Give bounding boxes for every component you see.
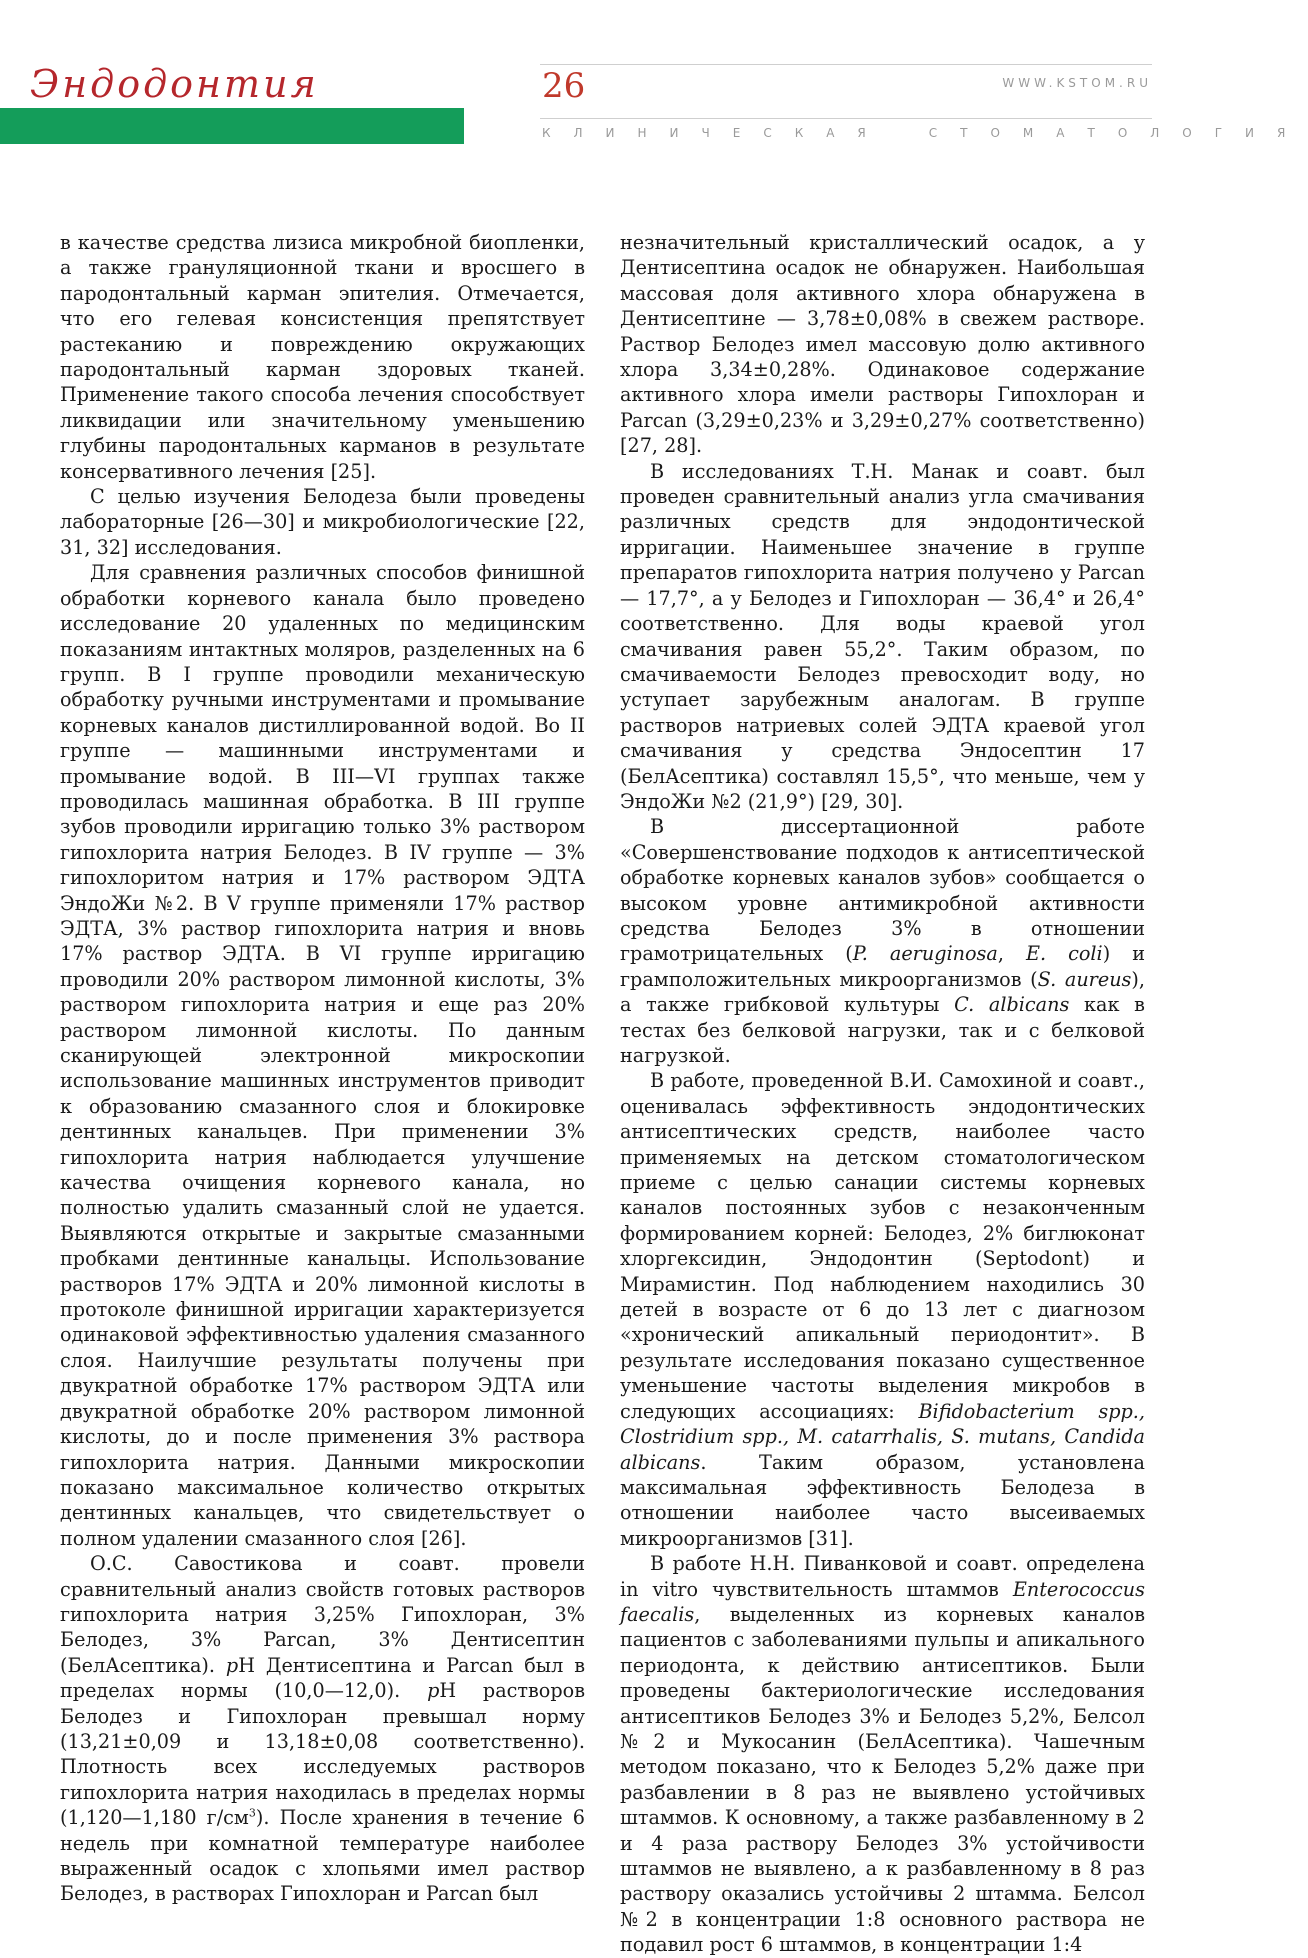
journal-name-word-1: КЛИНИЧЕСКАЯ xyxy=(542,126,889,140)
text-run: Н растворов Белодез и Гипохлоран превышал норму (13,21±0,09 и 13,18±0,08 соответственно). Плотность всех исследуемых растворов гипохлорита натрия находилась в пределах нормы (1,120—1,180 г/см xyxy=(60,1679,585,1830)
journal-name xyxy=(542,126,1308,140)
page-number: 26 xyxy=(542,66,586,106)
text-run: , выделенных из корневых каналов пациентов с заболеваниями пульпы и апикального периодонта, к действию антисептиков. Были проведены бактериологические исследования антисептиков Белодез 3% и Белодез 5,2%, Белсол №2 и Мукосанин (БелАсептика). Чашечным методом показано, что к Белодез 5,2% даже при разбавлении в 8 раз не выявлено устойчивых штаммов. К основному, а также разбавленному в 2 и 4 раза раствору Белодез 3% устойчивости штаммов не выявлено, а к разбавленному в 8 раз раствору оказались устойчивы 2 штамма. Белсол №2 в концентрации 1:8 основного раствора не подавил рост 6 штаммов, в концентрации 1:4 xyxy=(620,1602,1145,1957)
species-name: P. aeruginosa xyxy=(852,942,998,966)
italic-p: p xyxy=(427,1679,440,1703)
species-name: C. albicans xyxy=(954,993,1070,1017)
text-run: В диссертационной работе «Совершенствование подходов к антисептической обработке корневых каналов зубов» сообщается о высоком уровне антимикробной активности средства Белодез 3% в отношении грамотрицательных ( xyxy=(620,815,1145,966)
right-column xyxy=(620,230,1145,1958)
paragraph: Для сравнения различных способов финишной обработки корневого канала было проведено исследование 20 удаленных по медицинским показаниям интактных моляров, разделенных на 6 групп. В I группе проводили механическую обработку ручными инструментами и промывание корневых каналов дистиллированной водой. Во II группе — машинными инструментами и промывание водой. В III—VI группах также проводилась машинная обработка. В III группе зубов проводили ирригацию только 3% раствором гипохлорита натрия Белодез. В IV группе — 3% гипохлоритом натрия и 17% раствором ЭДТА ЭндоЖи №2. В V группе применяли 17% раствор ЭДТА, 3% раствор гипохлорита натрия и вновь 17% раствор ЭДТА. В VI группе ирригацию проводили 20% раствором лимонной кислоты, 3% раствором гипохлорита натрия и еще раз 20% раствором лимонной кислоты. По данным сканирующей электронной микроскопии использование машинных инструментов приводит к образованию смазанного слоя и блокировке дентинных канальцев. При применении 3% гипохлорита натрия наблюдается улучшение качества очищения корневого канала, но полностью удалить смазанный слой не удается. Выявляются открытые и закрытые смазанными пробками дентинные канальцы. Использование растворов 17% ЭДТА и 20% лимонной кислоты в протоколе финишной ирригации характеризуется одинаковой эффективностью удаления смазанного слоя. Наилучшие результаты получены при двукратной обработке 17% раствором ЭДТА или двукратной обработке 20% раствором лимонной кислоты, до и после применения 3% раствора гипохлорита натрия. Данными микроскопии показано максимальное количество открытых дентинных канальцев, что свидетельствует о полном удалении смазанного слоя [26]. xyxy=(60,561,585,1550)
text-run: как в тестах без белковой нагрузки, так и с белковой нагрузкой. xyxy=(620,993,1145,1067)
paragraph: незначительный кристаллический осадок, а у Дентисептина осадок не обнаружен. Наибольшая массовая доля активного хлора обнаружена в Дентисептине — 3,78±0,08% в свежем растворе. Раствор Белодез имел массовую долю активного хлора 3,34±0,28%. Одинаковое содержание активного хлора имели растворы Гипохлоран и Parcan (3,29±0,23% и 3,29±0,27% соответственно) [27, 28]. xyxy=(620,231,1145,458)
text-run: Н Дентисептина и Parcan был в пределах нормы (10,0—12,0). xyxy=(60,1653,585,1703)
journal-name-word-2: СТОМАТОЛОГИЯ xyxy=(928,126,1308,140)
text-run: О.С. Савостикова и соавт. провели сравнительный анализ свойств готовых растворов гипохлорита натрия 3,25% Гипохлоран, 3% Белодез, 3% Parcan, 3% Дентисептин (БелАсептика). xyxy=(60,1552,585,1677)
website-url: WWW.KSTOM.RU xyxy=(1002,76,1152,90)
paragraph xyxy=(620,814,1145,1068)
italic-p: p xyxy=(225,1653,239,1677)
paragraph: С целью изучения Белодеза были проведены лабораторные [26—30] и микробиологические [22, 31, 32] исследования. xyxy=(60,485,585,559)
superscript: 3 xyxy=(248,1806,256,1820)
header-rule-bottom xyxy=(540,118,1152,119)
left-column xyxy=(60,230,585,1907)
text-run: ). После хранения в течение 6 недель при комнатной температуре наиболее выраженный осадок с хлопьями имел раствор Белодез, в растворах Гипохлоран и Parcan был xyxy=(60,1806,585,1906)
paragraph xyxy=(620,1551,1145,1958)
text-run: В работе Н.Н. Пиванковой и соавт. определена in vitro чувствительность штаммов xyxy=(620,1552,1145,1601)
text-run: В работе, проведенной В.И. Самохиной и соавт., оценивалась эффективность эндодонтических антисептических средств, наиболее часто применяемых на детском стоматологическом приеме с целью санации системы корневых каналов постоянных зубов с незаконченным формированием корней: Белодез, 2% биглюконат хлоргексидин, Эндодонтин (Septodont) и Мирамистин. Под наблюдением находились 30 детей в возрасте от 6 до 13 лет с диагнозом «хронический апикальный периодонтит». В результате исследования показано существенное уменьшение частоты выделения микробов в следующих ассоциациях: xyxy=(620,1069,1145,1423)
section-title: Эндодонтия xyxy=(30,62,319,106)
species-name: E. coli xyxy=(1025,942,1103,966)
paragraph: В исследованиях Т.Н. Манак и соавт. был проведен сравнительный анализ угла смачивания различных средств для эндодонтической ирригации. Наименьшее значение в группе препаратов гипохлорита натрия получено у Parcan — 17,7°, а у Белодез и Гипохлоран — 36,4° и 26,4° соответственно. Для воды краевой угол смачивания равен 55,2°. Таким образом, по смачиваемости Белодез превосходит воду, но уступает зарубежным аналогам. В группе растворов натриевых солей ЭДТА краевой угол смачивания у средства Эндосептин 17 (БелАсептика) составлял 15,5°, что меньше, чем у ЭндоЖи №2 (21,9°) [29, 30]. xyxy=(620,459,1145,813)
text-run: , xyxy=(997,942,1026,966)
paragraph xyxy=(620,1068,1145,1551)
section-color-bar xyxy=(0,108,464,144)
species-name: S. aureus xyxy=(1037,967,1132,991)
page-header xyxy=(0,0,1308,160)
paragraph xyxy=(60,1551,585,1907)
species-name: Enterococcus faecalis xyxy=(620,1577,1145,1626)
text-run: ), а также грибковой культуры xyxy=(620,967,1145,1017)
text-run: . Таким образом, установлена максимальная эффективность Белодеза в отношении наиболее часто высеиваемых микроорганизмов [31]. xyxy=(620,1450,1145,1550)
paragraph: в качестве средства лизиса микробной биопленки, а также грануляционной ткани и вросшего в пародонтальный карман эпителия. Отмечается, что его гелевая консистенция препятствует растеканию и повреждению окружающих пародонтальный карман здоровых тканей. Применение такого способа лечения способствует ликвидации или значительному уменьшению глубины пародонтальных карманов в результате консервативного лечения [25]. xyxy=(60,231,585,483)
species-list: Bifidobacterium spp., Clostridium spp., M. catarrhalis, S. mutans, Candida albicans xyxy=(620,1399,1145,1474)
text-run: ) и грамположительных микроорганизмов ( xyxy=(620,942,1145,991)
header-rule-top xyxy=(540,64,1152,65)
